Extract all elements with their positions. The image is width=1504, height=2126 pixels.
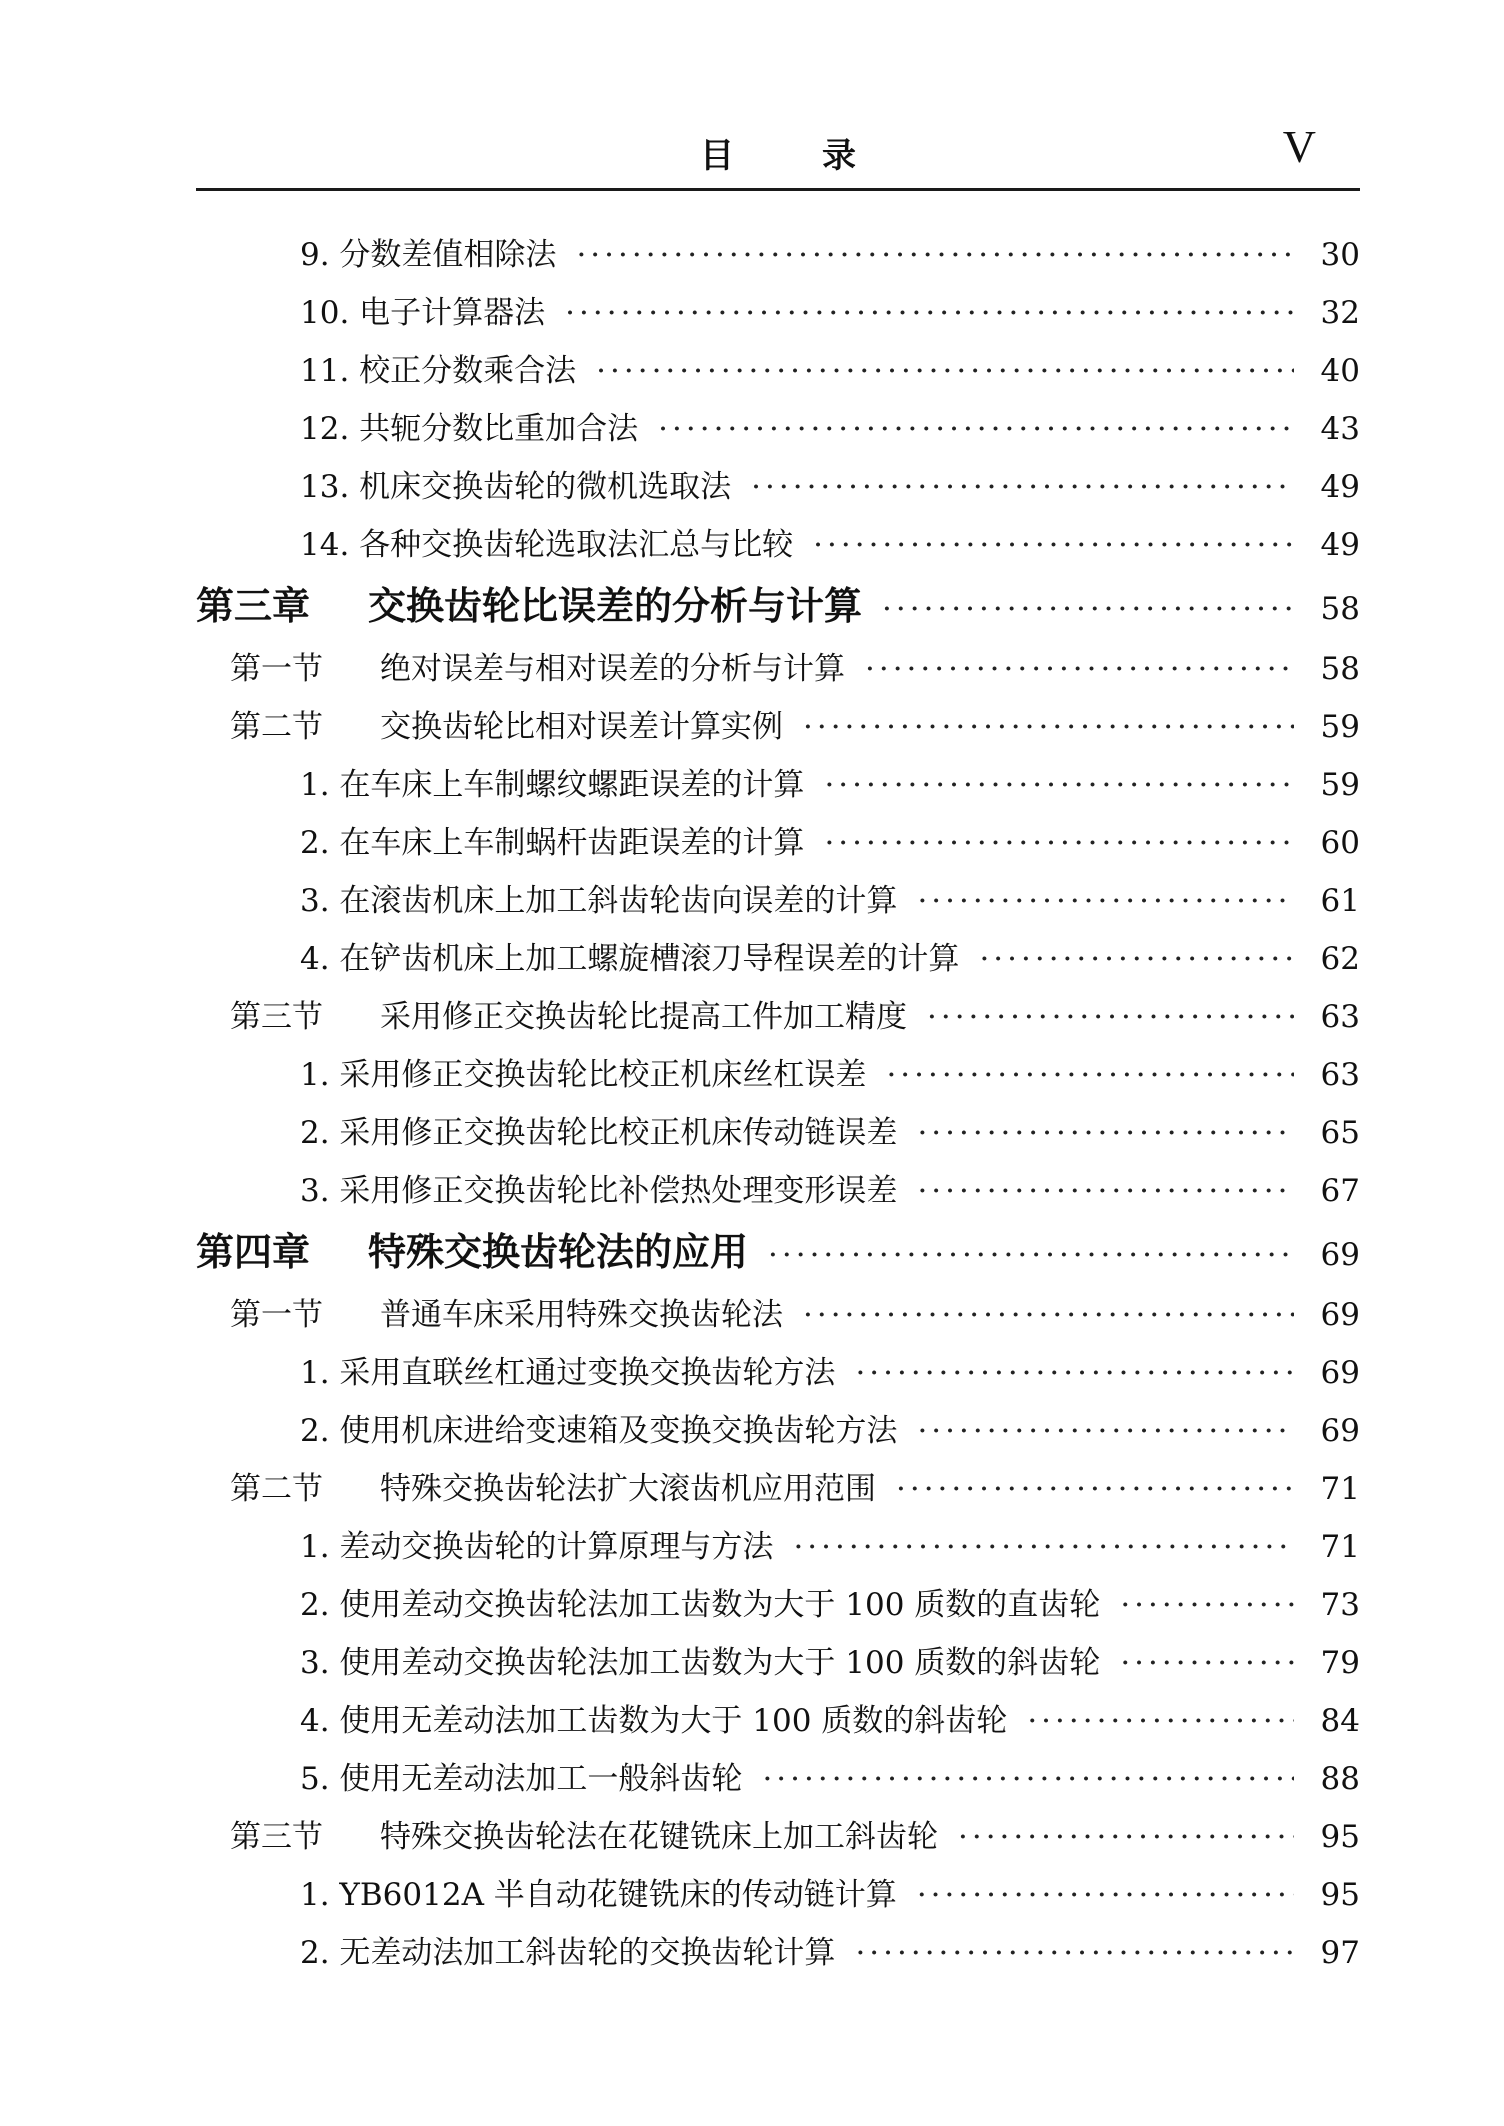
- dot-leader: [751, 458, 1294, 516]
- toc-item[interactable]: [300, 1692, 1360, 1750]
- dot-leader: [882, 575, 1294, 643]
- dot-leader: [865, 640, 1294, 698]
- dot-leader: [793, 1518, 1294, 1576]
- dot-leader: [803, 698, 1294, 756]
- toc-item-label: 2. 使用差动交换齿轮法加工齿数为大于 100 质数的直齿轮: [300, 1587, 1101, 1623]
- toc-item[interactable]: [300, 872, 1360, 930]
- toc-item-label: 12. 共轭分数比重加合法: [300, 411, 639, 447]
- toc-chapter[interactable]: [196, 1218, 1360, 1286]
- toc-page-number: 67: [1320, 1173, 1360, 1209]
- toc-item[interactable]: [300, 1162, 1360, 1220]
- toc-item-label: 9. 分数差值相除法: [300, 237, 557, 273]
- toc-page-number: 60: [1320, 825, 1360, 861]
- dot-leader: [658, 400, 1294, 458]
- dot-leader: [768, 1221, 1294, 1289]
- toc-item[interactable]: [300, 226, 1360, 284]
- toc-page-number: 63: [1320, 1057, 1360, 1093]
- toc-item-label: 5. 使用无差动法加工一般斜齿轮: [300, 1761, 743, 1797]
- toc-item[interactable]: [300, 1518, 1360, 1576]
- section-number: 第二节: [230, 709, 323, 745]
- toc-item-label: 3. 采用修正交换齿轮比补偿热处理变形误差: [300, 1173, 898, 1209]
- toc-item[interactable]: [300, 1634, 1360, 1692]
- toc-item[interactable]: [300, 1344, 1360, 1402]
- toc-page-number: 61: [1320, 883, 1360, 919]
- dot-leader: [855, 1344, 1294, 1402]
- toc-item[interactable]: [300, 284, 1360, 342]
- page-header: [196, 118, 1360, 191]
- toc-page-number: 69: [1320, 1413, 1360, 1449]
- header-title: [196, 128, 1360, 177]
- toc-page-number: 69: [1320, 1297, 1360, 1333]
- toc-page-number: 73: [1320, 1587, 1360, 1623]
- toc-item-label: 14. 各种交换齿轮选取法汇总与比较: [300, 527, 794, 563]
- section-title: 交换齿轮比相对误差计算实例: [380, 709, 783, 745]
- chapter-number: 第三章: [196, 584, 311, 628]
- dot-leader: [896, 1460, 1294, 1518]
- toc-item[interactable]: [300, 1576, 1360, 1634]
- dot-leader: [813, 516, 1294, 574]
- section-number: 第三节: [230, 999, 323, 1035]
- toc-item[interactable]: [300, 1750, 1360, 1808]
- toc-page-number: 59: [1320, 709, 1360, 745]
- toc-section[interactable]: [230, 1286, 1360, 1344]
- toc-page-number: 65: [1320, 1115, 1360, 1151]
- dot-leader: [917, 1104, 1294, 1162]
- toc-item[interactable]: [300, 1046, 1360, 1104]
- toc-item-label: 4. 使用无差动法加工齿数为大于 100 质数的斜齿轮: [300, 1703, 1008, 1739]
- toc-item-label: 1. YB6012A 半自动花键铣床的传动链计算: [300, 1877, 897, 1913]
- toc-item-label: 3. 在滚齿机床上加工斜齿轮齿向误差的计算: [300, 883, 898, 919]
- toc-item-label: 3. 使用差动交换齿轮法加工齿数为大于 100 质数的斜齿轮: [300, 1645, 1101, 1681]
- header-title-char-2: 录: [822, 136, 856, 176]
- toc-item-label: 1. 差动交换齿轮的计算原理与方法: [300, 1529, 774, 1565]
- dot-leader: [824, 756, 1294, 814]
- toc-item-label: 1. 在车床上车制螺纹螺距误差的计算: [300, 767, 805, 803]
- section-title: 特殊交换齿轮法扩大滚齿机应用范围: [380, 1471, 876, 1507]
- toc-item[interactable]: [300, 930, 1360, 988]
- toc-item-label: 2. 在车床上车制蜗杆齿距误差的计算: [300, 825, 805, 861]
- dot-leader: [917, 1162, 1294, 1220]
- dot-leader: [886, 1046, 1294, 1104]
- toc-page-number: 40: [1320, 353, 1360, 389]
- toc-page-number: 95: [1320, 1819, 1360, 1855]
- chapter-title: 交换齿轮比误差的分析与计算: [368, 584, 863, 628]
- toc-page-number: 58: [1320, 651, 1360, 687]
- toc-section[interactable]: [230, 1460, 1360, 1518]
- toc-item-label: 13. 机床交换齿轮的微机选取法: [300, 469, 732, 505]
- toc-section[interactable]: [230, 640, 1360, 698]
- section-title: 绝对误差与相对误差的分析与计算: [380, 651, 845, 687]
- toc-page-number: 59: [1320, 767, 1360, 803]
- dot-leader: [1120, 1634, 1294, 1692]
- section-number: 第一节: [230, 651, 323, 687]
- dot-leader: [596, 342, 1294, 400]
- toc-page-number: 43: [1320, 411, 1360, 447]
- toc-item[interactable]: [300, 1924, 1360, 1982]
- section-number: 第一节: [230, 1297, 323, 1333]
- toc-page-number: 88: [1320, 1761, 1360, 1797]
- toc-item-label: 10. 电子计算器法: [300, 295, 546, 331]
- toc-item[interactable]: [300, 342, 1360, 400]
- dot-leader: [958, 1808, 1294, 1866]
- toc-section[interactable]: [230, 698, 1360, 756]
- dot-leader: [576, 226, 1294, 284]
- section-number: 第二节: [230, 1471, 323, 1507]
- toc-item[interactable]: [300, 400, 1360, 458]
- dot-leader: [1027, 1692, 1294, 1750]
- toc-page-number: 62: [1320, 941, 1360, 977]
- dot-leader: [565, 284, 1294, 342]
- toc-item[interactable]: [300, 814, 1360, 872]
- dot-leader: [917, 1866, 1294, 1924]
- toc-page-number: 49: [1320, 469, 1360, 505]
- toc-item[interactable]: [300, 756, 1360, 814]
- toc-chapter[interactable]: [196, 572, 1360, 640]
- toc-page-number: 63: [1320, 999, 1360, 1035]
- dot-leader: [917, 872, 1294, 930]
- toc-section[interactable]: [230, 988, 1360, 1046]
- dot-leader: [979, 930, 1294, 988]
- toc-section[interactable]: [230, 1808, 1360, 1866]
- toc-page-number: 32: [1320, 295, 1360, 331]
- toc-page-number: 69: [1320, 1355, 1360, 1391]
- toc-item[interactable]: [300, 1866, 1360, 1924]
- toc-page-number: 58: [1320, 591, 1360, 627]
- toc-page-number: 95: [1320, 1877, 1360, 1913]
- toc-item-label: 2. 无差动法加工斜齿轮的交换齿轮计算: [300, 1935, 836, 1971]
- section-title: 普通车床采用特殊交换齿轮法: [380, 1297, 783, 1333]
- toc-item-label: 4. 在铲齿机床上加工螺旋槽滚刀导程误差的计算: [300, 941, 960, 977]
- toc-page-number: 79: [1320, 1645, 1360, 1681]
- section-title: 采用修正交换齿轮比提高工件加工精度: [380, 999, 907, 1035]
- chapter-number: 第四章: [196, 1230, 311, 1274]
- header-title-char-1: 目: [700, 136, 734, 176]
- toc-page-number: 71: [1320, 1471, 1360, 1507]
- toc-item[interactable]: [300, 1402, 1360, 1460]
- toc-item-label: 11. 校正分数乘合法: [300, 353, 577, 389]
- section-title: 特殊交换齿轮法在花键铣床上加工斜齿轮: [380, 1819, 938, 1855]
- toc-item[interactable]: [300, 516, 1360, 574]
- toc-page-number: 49: [1320, 527, 1360, 563]
- dot-leader: [855, 1924, 1294, 1982]
- toc-page-number: 84: [1320, 1703, 1360, 1739]
- section-number: 第三节: [230, 1819, 323, 1855]
- toc-item-label: 1. 采用修正交换齿轮比校正机床丝杠误差: [300, 1057, 867, 1093]
- toc-page-number: 71: [1320, 1529, 1360, 1565]
- toc-item-label: 1. 采用直联丝杠通过变换交换齿轮方法: [300, 1355, 836, 1391]
- toc-item[interactable]: [300, 1104, 1360, 1162]
- toc-item-label: 2. 采用修正交换齿轮比校正机床传动链误差: [300, 1115, 898, 1151]
- header-page-number: V: [1282, 121, 1316, 172]
- dot-leader: [762, 1750, 1294, 1808]
- toc-page-number: 30: [1320, 237, 1360, 273]
- toc-page-number: 97: [1320, 1935, 1360, 1971]
- dot-leader: [1120, 1576, 1294, 1634]
- dot-leader: [824, 814, 1294, 872]
- toc-item-label: 2. 使用机床进给变速箱及变换交换齿轮方法: [300, 1413, 898, 1449]
- toc-item[interactable]: [300, 458, 1360, 516]
- dot-leader: [803, 1286, 1294, 1344]
- dot-leader: [917, 1402, 1294, 1460]
- toc-page-number: 69: [1320, 1237, 1360, 1273]
- chapter-title: 特殊交换齿轮法的应用: [368, 1230, 749, 1274]
- dot-leader: [927, 988, 1294, 1046]
